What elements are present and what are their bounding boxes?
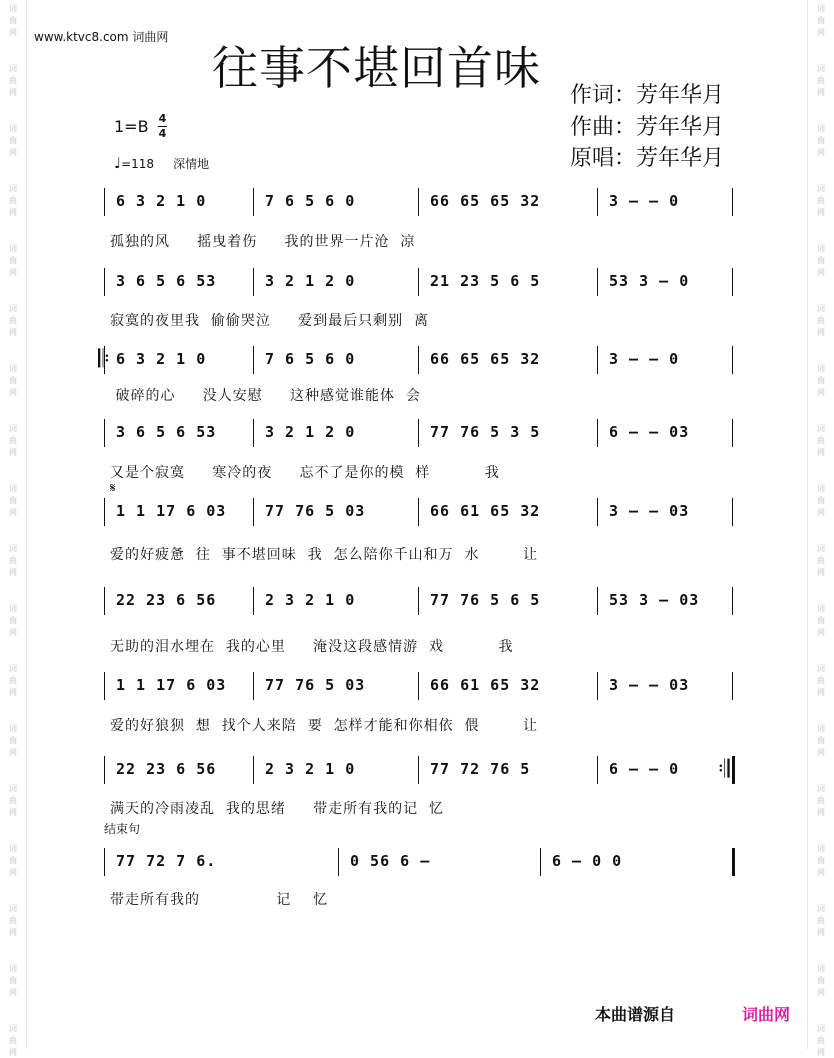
watermark-glyph: 网 bbox=[9, 1048, 17, 1057]
watermark-glyph: 词 bbox=[9, 424, 17, 433]
measure-notes: 3 – – 03 bbox=[609, 502, 690, 520]
watermark-glyph: 词 bbox=[9, 364, 17, 373]
watermark-glyph: 词 bbox=[9, 844, 17, 853]
watermark-glyph: 网 bbox=[817, 928, 825, 937]
watermark-glyph: 词 bbox=[9, 124, 17, 133]
barline bbox=[418, 346, 419, 374]
lyric-line: 孤独的风 摇曳着伤 我的世界一片沧 凉 bbox=[110, 234, 416, 250]
watermark-glyph: 曲 bbox=[817, 556, 825, 565]
watermark-glyph: 词 bbox=[817, 904, 825, 913]
watermark-glyph: 曲 bbox=[817, 976, 825, 985]
watermark-glyph: 曲 bbox=[817, 916, 825, 925]
watermark-glyph: 词 bbox=[817, 244, 825, 253]
watermark-glyph: 曲 bbox=[9, 16, 17, 25]
barline bbox=[597, 587, 598, 615]
watermark-glyph: 网 bbox=[9, 748, 17, 757]
ending-label: 结束句 bbox=[104, 822, 141, 836]
barline bbox=[418, 419, 419, 447]
measure-notes: 22 23 6 56 bbox=[116, 760, 217, 778]
watermark-glyph: 词 bbox=[9, 484, 17, 493]
watermark-glyph: 曲 bbox=[9, 796, 17, 805]
barline bbox=[253, 268, 254, 296]
watermark-glyph: 网 bbox=[9, 688, 17, 697]
watermark-glyph: 曲 bbox=[817, 16, 825, 25]
watermark-glyph: 网 bbox=[9, 28, 17, 37]
watermark-glyph: 曲 bbox=[9, 976, 17, 985]
watermark-glyph: 网 bbox=[817, 1048, 825, 1057]
watermark-glyph: 曲 bbox=[9, 556, 17, 565]
watermark-glyph: 网 bbox=[9, 628, 17, 637]
barline bbox=[597, 268, 598, 296]
barline bbox=[253, 498, 254, 526]
measure-notes: 66 61 65 32 bbox=[430, 676, 541, 694]
watermark-glyph: 词 bbox=[9, 184, 17, 193]
watermark-glyph: 词 bbox=[9, 1024, 17, 1033]
barline bbox=[253, 756, 254, 784]
barline bbox=[253, 346, 254, 374]
watermark-glyph: 网 bbox=[9, 448, 17, 457]
watermark-glyph: 词 bbox=[9, 964, 17, 973]
barline bbox=[732, 498, 733, 526]
barline bbox=[418, 672, 419, 700]
watermark-glyph: 网 bbox=[9, 148, 17, 157]
watermark-glyph: 词 bbox=[817, 604, 825, 613]
lyric-line: 爱的好疲惫 往 事不堪回味 我 怎么陪你千山和万 水 让 bbox=[110, 547, 539, 563]
watermark-glyph: 网 bbox=[817, 808, 825, 817]
watermark-glyph: 网 bbox=[817, 388, 825, 397]
barline bbox=[732, 756, 735, 784]
watermark-glyph: 词 bbox=[9, 304, 17, 313]
measure-notes: 2 3 2 1 0 bbox=[265, 760, 356, 778]
measure-notes: 22 23 6 56 bbox=[116, 591, 217, 609]
time-top: 4 bbox=[158, 112, 167, 125]
watermark-glyph: 词 bbox=[817, 784, 825, 793]
watermark-glyph: 曲 bbox=[817, 736, 825, 745]
measure-notes: 1 1 17 6 03 bbox=[116, 502, 227, 520]
barline bbox=[253, 188, 254, 216]
watermark-glyph: 曲 bbox=[817, 256, 825, 265]
watermark-glyph: 曲 bbox=[817, 616, 825, 625]
measure-notes: 66 61 65 32 bbox=[430, 502, 541, 520]
watermark-glyph: 词 bbox=[817, 4, 825, 13]
watermark-glyph: 网 bbox=[9, 508, 17, 517]
watermark-glyph: 词 bbox=[817, 844, 825, 853]
tempo-marking bbox=[114, 154, 209, 172]
site-watermark: www.ktvc8.com 词曲网 bbox=[34, 30, 169, 44]
watermark-glyph: 曲 bbox=[817, 436, 825, 445]
watermark-glyph: 网 bbox=[9, 988, 17, 997]
barline bbox=[104, 848, 105, 876]
watermark-glyph: 网 bbox=[9, 88, 17, 97]
barline bbox=[104, 419, 105, 447]
lyric-line: 寂寞的夜里我 偷偷哭泣 爱到最后只剩别 离 bbox=[110, 313, 430, 329]
measure-notes: 21 23 5 6 5 bbox=[430, 272, 541, 290]
measure-notes: 3 2 1 2 0 bbox=[265, 272, 356, 290]
watermark-glyph: 词 bbox=[817, 124, 825, 133]
measure-notes: 77 76 5 03 bbox=[265, 502, 366, 520]
barline bbox=[104, 188, 105, 216]
score-system bbox=[100, 846, 740, 878]
barline bbox=[418, 268, 419, 296]
barline bbox=[104, 756, 105, 784]
lyric-line: 带走所有我的 记 忆 bbox=[110, 892, 329, 908]
watermark-glyph: 网 bbox=[817, 568, 825, 577]
watermark-glyph: 网 bbox=[9, 268, 17, 277]
watermark-glyph: 网 bbox=[817, 28, 825, 37]
watermark-glyph: 曲 bbox=[9, 856, 17, 865]
watermark-glyph: 词 bbox=[817, 664, 825, 673]
watermark-glyph: 网 bbox=[817, 748, 825, 757]
watermark-glyph: 词 bbox=[817, 724, 825, 733]
barline bbox=[732, 346, 733, 374]
watermark-glyph: 词 bbox=[9, 784, 17, 793]
barline bbox=[418, 756, 419, 784]
lyric-line: 破碎的心 没人安慰 这种感觉谁能体 会 bbox=[110, 388, 421, 404]
barline bbox=[732, 672, 733, 700]
watermark-glyph: 曲 bbox=[817, 316, 825, 325]
barline bbox=[104, 268, 105, 296]
key-signature: 1=B bbox=[114, 117, 149, 136]
expression-mark: 深情地 bbox=[173, 157, 210, 171]
watermark-glyph: 曲 bbox=[817, 676, 825, 685]
watermark-glyph: 曲 bbox=[817, 196, 825, 205]
watermark-glyph: 词 bbox=[817, 484, 825, 493]
barline bbox=[104, 587, 105, 615]
watermark-glyph: 曲 bbox=[9, 256, 17, 265]
watermark-glyph: 网 bbox=[9, 388, 17, 397]
barline bbox=[597, 756, 598, 784]
repeat-start-icon: 𝄆 bbox=[98, 345, 110, 373]
measure-notes: 77 76 5 6 5 bbox=[430, 591, 541, 609]
watermark-glyph: 词 bbox=[9, 244, 17, 253]
song-title: 往事不堪回首味 bbox=[212, 41, 541, 95]
watermark-glyph: 曲 bbox=[9, 736, 17, 745]
watermark-glyph: 网 bbox=[9, 928, 17, 937]
barline bbox=[540, 848, 541, 876]
measure-notes: 66 65 65 32 bbox=[430, 350, 541, 368]
barline bbox=[104, 672, 105, 700]
barline bbox=[253, 419, 254, 447]
watermark-glyph: 词 bbox=[9, 64, 17, 73]
watermark-glyph: 词 bbox=[817, 424, 825, 433]
watermark-glyph: 词 bbox=[817, 304, 825, 313]
measure-notes: 3 – – 03 bbox=[609, 676, 690, 694]
segno-mark: 𝄋 bbox=[110, 481, 116, 496]
measure-notes: 3 2 1 2 0 bbox=[265, 423, 356, 441]
lyricist-credit: 作词：芳年华月 bbox=[570, 83, 725, 108]
score-system bbox=[100, 186, 740, 218]
score-system bbox=[100, 417, 740, 449]
measure-notes: 0 56 6 – bbox=[350, 852, 431, 870]
watermark-glyph: 网 bbox=[817, 88, 825, 97]
watermark-glyph: 网 bbox=[817, 208, 825, 217]
watermark-glyph: 词 bbox=[9, 604, 17, 613]
lyric-line: 无助的泪水埋在 我的心里 淹没这段感情游 戏 我 bbox=[110, 639, 514, 655]
watermark-glyph: 曲 bbox=[817, 856, 825, 865]
barline bbox=[732, 587, 733, 615]
barline bbox=[253, 672, 254, 700]
watermark-glyph: 曲 bbox=[817, 136, 825, 145]
watermark-glyph: 网 bbox=[817, 508, 825, 517]
barline bbox=[253, 587, 254, 615]
watermark-glyph: 曲 bbox=[9, 196, 17, 205]
barline bbox=[418, 587, 419, 615]
left-watermark-strip bbox=[0, 0, 27, 1057]
score-system bbox=[100, 670, 740, 702]
barline bbox=[597, 346, 598, 374]
watermark-glyph: 词 bbox=[817, 64, 825, 73]
lyric-line: 爱的好狼狈 想 找个人来陪 要 怎样才能和你相依 偎 让 bbox=[110, 718, 539, 734]
watermark-glyph: 曲 bbox=[9, 496, 17, 505]
measure-notes: 6 – – 0 bbox=[609, 760, 680, 778]
watermark-glyph: 曲 bbox=[817, 376, 825, 385]
watermark-glyph: 词 bbox=[9, 664, 17, 673]
watermark-glyph: 曲 bbox=[9, 316, 17, 325]
watermark-glyph: 网 bbox=[9, 208, 17, 217]
watermark-glyph: 词 bbox=[817, 1024, 825, 1033]
watermark-glyph: 曲 bbox=[817, 796, 825, 805]
measure-notes: 7 6 5 6 0 bbox=[265, 350, 356, 368]
watermark-glyph: 网 bbox=[817, 988, 825, 997]
watermark-glyph: 词 bbox=[817, 184, 825, 193]
watermark-glyph: 词 bbox=[9, 904, 17, 913]
measure-notes: 6 – 0 0 bbox=[552, 852, 623, 870]
lyric-line: 满天的冷雨凌乱 我的思绪 带走所有我的记 忆 bbox=[110, 801, 445, 817]
watermark-glyph: 词 bbox=[817, 364, 825, 373]
watermark-glyph: 曲 bbox=[9, 376, 17, 385]
barline bbox=[732, 268, 733, 296]
watermark-glyph: 曲 bbox=[9, 1036, 17, 1045]
watermark-glyph: 曲 bbox=[9, 616, 17, 625]
measure-notes: 53 3 – 0 bbox=[609, 272, 690, 290]
barline bbox=[732, 848, 735, 876]
watermark-glyph: 曲 bbox=[9, 676, 17, 685]
measure-notes: 6 3 2 1 0 bbox=[116, 350, 207, 368]
right-watermark-strip bbox=[807, 0, 834, 1057]
watermark-glyph: 网 bbox=[817, 328, 825, 337]
watermark-glyph: 网 bbox=[817, 628, 825, 637]
barline bbox=[597, 419, 598, 447]
score-system bbox=[100, 266, 740, 298]
watermark-glyph: 曲 bbox=[9, 76, 17, 85]
watermark-glyph: 词 bbox=[817, 544, 825, 553]
watermark-glyph: 曲 bbox=[817, 496, 825, 505]
watermark-glyph: 曲 bbox=[9, 916, 17, 925]
barline bbox=[732, 188, 733, 216]
watermark-glyph: 网 bbox=[817, 868, 825, 877]
barline bbox=[597, 672, 598, 700]
measure-notes: 7 6 5 6 0 bbox=[265, 192, 356, 210]
score-system bbox=[100, 344, 740, 376]
watermark-glyph: 曲 bbox=[9, 436, 17, 445]
measure-notes: 2 3 2 1 0 bbox=[265, 591, 356, 609]
barline bbox=[104, 498, 105, 526]
score-system bbox=[100, 585, 740, 617]
watermark-glyph: 词 bbox=[9, 4, 17, 13]
watermark-glyph: 词 bbox=[9, 724, 17, 733]
tempo-value: =118 bbox=[121, 157, 155, 171]
singer-credit: 原唱：芳年华月 bbox=[570, 146, 725, 171]
barline bbox=[597, 188, 598, 216]
barline bbox=[418, 498, 419, 526]
measure-notes: 1 1 17 6 03 bbox=[116, 676, 227, 694]
footer-source: 本曲谱源自 bbox=[595, 1005, 676, 1024]
barline bbox=[732, 419, 733, 447]
measure-notes: 53 3 – 03 bbox=[609, 591, 700, 609]
watermark-glyph: 曲 bbox=[817, 1036, 825, 1045]
footer-brand: 词曲网 bbox=[742, 1005, 791, 1024]
barline bbox=[338, 848, 339, 876]
watermark-glyph: 网 bbox=[817, 268, 825, 277]
barline bbox=[597, 498, 598, 526]
measure-notes: 77 76 5 3 5 bbox=[430, 423, 541, 441]
barline bbox=[418, 188, 419, 216]
repeat-end-icon: 𝄇 bbox=[718, 755, 730, 783]
measure-notes: 66 65 65 32 bbox=[430, 192, 541, 210]
score-system bbox=[100, 754, 740, 786]
measure-notes: 3 6 5 6 53 bbox=[116, 272, 217, 290]
composer-credit: 作曲：芳年华月 bbox=[570, 115, 725, 140]
watermark-glyph: 网 bbox=[817, 148, 825, 157]
watermark-glyph: 网 bbox=[9, 568, 17, 577]
measure-notes: 77 76 5 03 bbox=[265, 676, 366, 694]
watermark-glyph: 曲 bbox=[9, 136, 17, 145]
measure-notes: 6 – – 03 bbox=[609, 423, 690, 441]
lyric-line: 又是个寂寞 寒冷的夜 忘不了是你的模 样 我 bbox=[110, 465, 500, 481]
watermark-glyph: 词 bbox=[9, 544, 17, 553]
watermark-glyph: 网 bbox=[9, 868, 17, 877]
watermark-glyph: 网 bbox=[817, 688, 825, 697]
watermark-glyph: 网 bbox=[9, 328, 17, 337]
measure-notes: 77 72 76 5 bbox=[430, 760, 531, 778]
quarter-note-icon: ♩ bbox=[114, 154, 122, 172]
watermark-glyph: 曲 bbox=[817, 76, 825, 85]
measure-notes: 77 72 7 6. bbox=[116, 852, 217, 870]
score-system bbox=[100, 496, 740, 528]
watermark-glyph: 词 bbox=[817, 964, 825, 973]
watermark-glyph: 网 bbox=[817, 448, 825, 457]
measure-notes: 3 – – 0 bbox=[609, 192, 680, 210]
measure-notes: 6 3 2 1 0 bbox=[116, 192, 207, 210]
time-signature bbox=[158, 113, 167, 140]
watermark-glyph: 网 bbox=[9, 808, 17, 817]
measure-notes: 3 6 5 6 53 bbox=[116, 423, 217, 441]
measure-notes: 3 – – 0 bbox=[609, 350, 680, 368]
time-bottom: 4 bbox=[158, 127, 167, 140]
